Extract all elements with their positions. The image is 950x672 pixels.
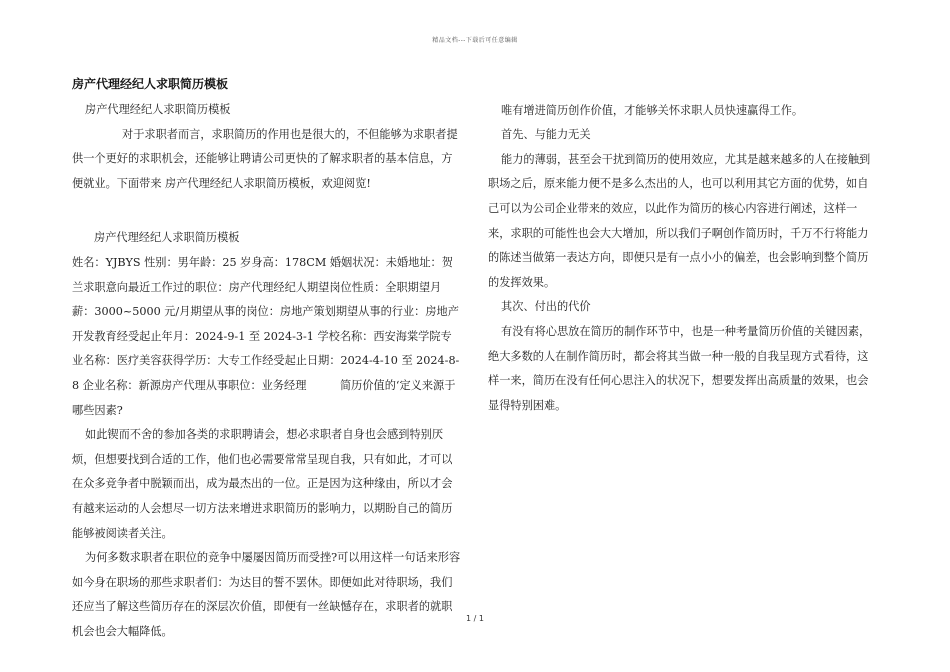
profile-paragraph: 姓名：YJBYS 性别：男年龄：25 岁身高：178CM 婚姻状况：未婚地址：贺兰求职意向最近工作过的职位：房产代理经纪人期望岗位性质：全职期望月薪：3000~5000 元/月期望从事的岗位：房地产策划期望从事的行业：房地产开发教育经受起止年月：2024-9-1 至 2024-3-1 学校名称：西安海棠学院专业名称：医疗美容获得学历：大专工作经受起止日期：2024-4-10 至 2024-8-8 企业名称：新源房产代理从事职位：业务经理 简历价值的‘定义来源于哪些因素? (72, 255, 460, 417)
profile-title: 房产代理经纪人求职简历模板 (94, 231, 240, 245)
spacer (72, 196, 462, 220)
subtitle: 房产代理经纪人求职简历模板 (85, 103, 231, 116)
paragraph-5: 有没有将心思放在简历的制作环节中，也是一种考量简历价值的关键因素，绝大多数的人在制作简历时，都会将其当做一种一般的自我呈现方式看待，这样一来，简历在没有任何心思注入的状况下，想要发挥出高质量的效果，也会显得特别困难。 (488, 324, 871, 412)
paragraph-2: 为何多数求职者在职位的竞争中屡屡因简历而受挫?可以用这样一句话来形容如今身在职场的那些求职者们：为达目的誓不罢休。即便如此对待职场，我们还应当了解这些简历存在的深层次价值，即便有一丝缺憾存在，求职者的就职机会也会大幅降低。 (72, 551, 461, 638)
paragraph-3: 唯有增进简历创作价值，才能够关怀求职人员快速赢得工作。 (501, 103, 804, 117)
right-column (488, 74, 878, 418)
document-title: 房产代理经纪人求职简历模板 (72, 77, 229, 91)
heading-2: 其次、付出的代价 (501, 300, 591, 314)
page-number: 1 / 1 (466, 614, 484, 623)
header-note: 精品文档---下载后可任意编辑 (432, 37, 518, 44)
heading-1: 首先、与能力无关 (501, 128, 591, 142)
paragraph-1: 如此锲而不舍的参加各类的求职聘请会，想必求职者自身也会感到特别厌烦，但想要找到合适的工作，他们也必需要常常呈现自我，只有如此，才可以在众多竞争者中脱颖而出，成为最杰出的一位。正是因为这种缘由，所以才会有越来运动的人会想尽一切方法来增进求职简历的影响力，以期盼自己的简历能够被阅读者关注。 (72, 428, 453, 540)
paragraph-4: 能力的薄弱，甚至会干扰到简历的使用效应，尤其是越来越多的人在接触到职场之后，原来能力便不是多么杰出的人，也可以利用其它方面的优势，如自己可以为公司企业带来的效应，以此作为简历的核心内容进行阐述，这样一来，求职的可能性也会大大增加，所以我们子啊创作简历时，千万不行将能力的陈述当做第一表达方向，即便只是有一点小小的偏差，也会影响到整个简历的发挥效果。 (488, 152, 871, 289)
left-column (72, 74, 462, 644)
intro-paragraph: 对于求职者而言，求职简历的作用也是很大的，不但能够为求职者提供一个更好的求职机会，还能够让聘请公司更快的了解求职者的基本信息，方便就业。下面带来 房产代理经纪人求职简历模板，欢迎阅览! (72, 127, 458, 190)
